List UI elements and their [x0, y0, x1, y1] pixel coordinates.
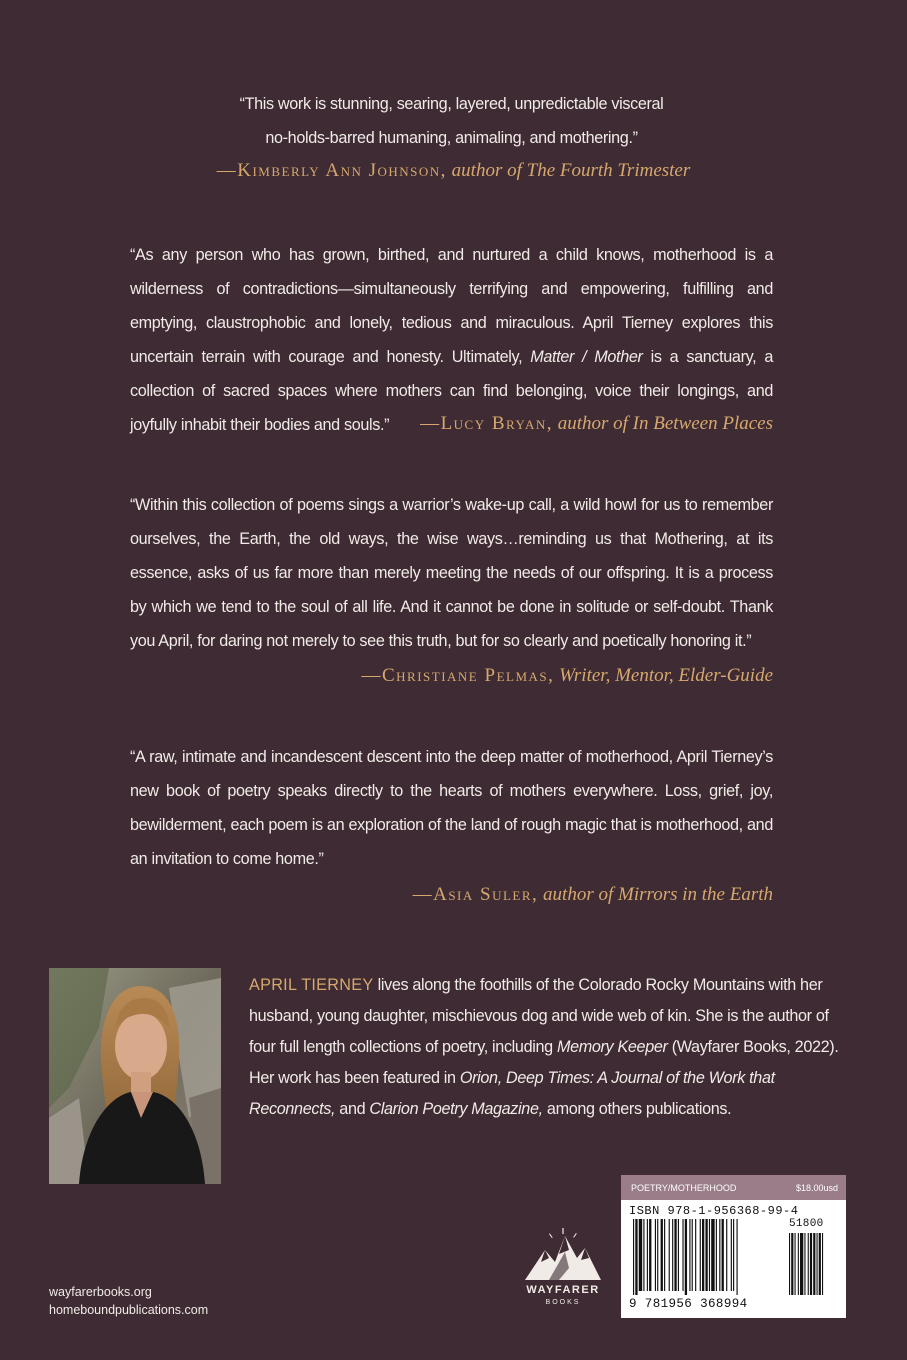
barcode-addon-bar — [817, 1233, 818, 1295]
barcode-bar — [705, 1219, 707, 1291]
bio-text-2: (Wayfarer Books, 2022). Her work has been featured in — [249, 1038, 839, 1087]
magazine-title: Clarion Poetry Magazine, — [369, 1100, 543, 1118]
quote-2-name: —Lucy Bryan, — [420, 413, 553, 434]
barcode-bar — [700, 1219, 701, 1291]
quote-4-role: author of Mirrors in the Earth — [543, 884, 773, 905]
barcode-addon-bar — [810, 1233, 812, 1295]
link-wayfarerbooks[interactable]: wayfarerbooks.org — [49, 1285, 152, 1299]
barcode-addon-bar — [800, 1233, 803, 1295]
quote-2-text-start: “As any person who has grown, birthed, and nurtured a child knows, motherhood is a wilderness of contradictions—simultaneously terrifying and empowering, fulfilling and emptying, claustrophobic and lonely, tedious and miraculous. April Tierney explores this uncertain terrain with courage and honesty. Ultimately, — [130, 246, 773, 366]
quote-1-line-2: no-holds-barred humaning, animaling, and mothering.” — [265, 129, 638, 147]
barcode-addon-bar — [798, 1233, 799, 1295]
logo-subtitle: BOOKS — [545, 1299, 581, 1306]
barcode-bar — [695, 1219, 696, 1291]
quote-3-attribution — [361, 665, 773, 687]
barcode-bar — [649, 1219, 651, 1291]
category-label: POETRY/MOTHERHOOD — [631, 1183, 737, 1193]
barcode-addon-bar — [804, 1233, 805, 1295]
quote-1-text — [130, 87, 773, 155]
barcode-bar — [719, 1219, 720, 1291]
quote-1-role: author of The Fourth Trimester — [451, 160, 691, 181]
barcode-bar — [633, 1219, 634, 1295]
barcode-bar — [702, 1219, 704, 1291]
quote-2-text-end: is a sanctuary, a collection of sacred spaces where mothers can find belonging, voice their longings, and joyfully inhabit their bodies and souls.” — [130, 348, 773, 434]
barcode-bar — [737, 1219, 738, 1295]
barcode-bar — [647, 1219, 648, 1291]
barcode-bar — [669, 1219, 670, 1291]
barcode-bar — [692, 1219, 693, 1291]
addon-code: 51800 — [789, 1218, 824, 1230]
barcode-bars — [629, 1219, 839, 1297]
barcode-bar — [682, 1219, 683, 1291]
quote-2-text — [130, 238, 773, 442]
barcode-bar — [711, 1219, 714, 1291]
barcode-addon-bar — [795, 1233, 796, 1295]
barcode-bar — [689, 1219, 690, 1291]
barcode-addon-bar — [808, 1233, 809, 1295]
barcode-bar — [722, 1219, 724, 1291]
quote-3-text: “Within this collection of poems sings a warrior’s wake-up call, a wild howl for us to remember ourselves, the Earth, the old ways, the wise ways…reminding us that Mothering, at its essence, asks of us far more than merely meeting the needs of our offspring. It is a process by which we tend to the soul of all life. And it cannot be done in solitude or self-doubt. Thank you April, for daring not merely to see this truth, but for so clearly and poetically honoring it.” — [130, 496, 773, 650]
quote-1-line-1: “This work is stunning, searing, layered, unpredictable visceral — [239, 95, 664, 113]
quote-2-attribution — [420, 413, 773, 435]
author-photo — [49, 968, 221, 1184]
barcode-bar — [655, 1219, 656, 1291]
quote-1-attribution — [0, 160, 907, 182]
bio-text-4: among others publications. — [542, 1100, 732, 1118]
quote-2-role: author of In Between Places — [557, 413, 773, 434]
barcode-bar — [643, 1219, 644, 1291]
quote-4-name: —Asia Suler, — [412, 884, 539, 905]
barcode-bar — [672, 1219, 673, 1291]
barcode-bar — [674, 1219, 676, 1291]
isbn-label: ISBN 978-1-956368-99-4 — [629, 1204, 799, 1218]
link-homeboundpublications[interactable]: homeboundpublications.com — [49, 1303, 209, 1317]
barcode-bar — [664, 1219, 665, 1291]
quote-4-text: “A raw, intimate and incandescent descent into the deep matter of motherhood, April Tierney’s new book of poetry speaks directly to the hearts of mothers everywhere. Loss, grief, joy, bewilderment, each poem is an exploration of the land of rough magic that is motherhood, and an invitation to come home.” — [130, 748, 773, 868]
price-label: $18.00usd — [795, 1183, 838, 1193]
publications-list: Orion, Deep Times: A Journal of the Work that Reconnects, — [249, 1069, 775, 1118]
barcode-bar — [657, 1219, 658, 1291]
barcode-bar — [685, 1219, 687, 1295]
book-title-matter-mother: Matter / Mother — [530, 348, 643, 366]
barcode-bar — [678, 1219, 679, 1291]
barcode-addon-bar — [819, 1233, 821, 1295]
barcode-bar — [716, 1219, 717, 1291]
barcode-box — [621, 1175, 846, 1318]
footer-links — [49, 1283, 208, 1319]
quote-1-name: —Kimberly Ann Johnson, — [216, 160, 447, 181]
author-bio — [249, 970, 849, 1125]
barcode-bar — [709, 1219, 710, 1291]
wayfarer-mountain-logo-icon — [519, 1228, 607, 1322]
book-title-memory-keeper: Memory Keeper — [556, 1038, 668, 1056]
barcode-bar — [635, 1219, 637, 1295]
logo-title: WAYFARER — [526, 1284, 600, 1296]
quote-3-name: —Christiane Pelmas, — [361, 665, 555, 686]
barcode-addon-bar — [791, 1233, 793, 1295]
ean-digits: 9 781956 368994 — [629, 1297, 748, 1311]
barcode-addon-bar — [789, 1233, 790, 1295]
barcode-bar — [731, 1219, 732, 1291]
quote-3-role: Writer, Mentor, Elder-Guide — [559, 665, 773, 686]
author-name: APRIL TIERNEY — [249, 976, 374, 994]
barcode-header — [621, 1175, 846, 1200]
bio-text-3: and — [335, 1100, 370, 1118]
bio-text-1: lives along the foothills of the Colorado Rocky Mountains with her husband, young daughter, mischievous dog and wide web of kin. She is the author of four full length collections of poetry, including — [249, 976, 829, 1056]
barcode-bar — [726, 1219, 727, 1291]
quote-4-attribution — [413, 884, 773, 906]
barcode-addon-bar — [822, 1233, 823, 1295]
barcode-bar — [733, 1219, 734, 1291]
barcode-addon-bar — [813, 1233, 815, 1295]
barcode-bar — [661, 1219, 663, 1291]
barcode-bar — [639, 1219, 642, 1291]
